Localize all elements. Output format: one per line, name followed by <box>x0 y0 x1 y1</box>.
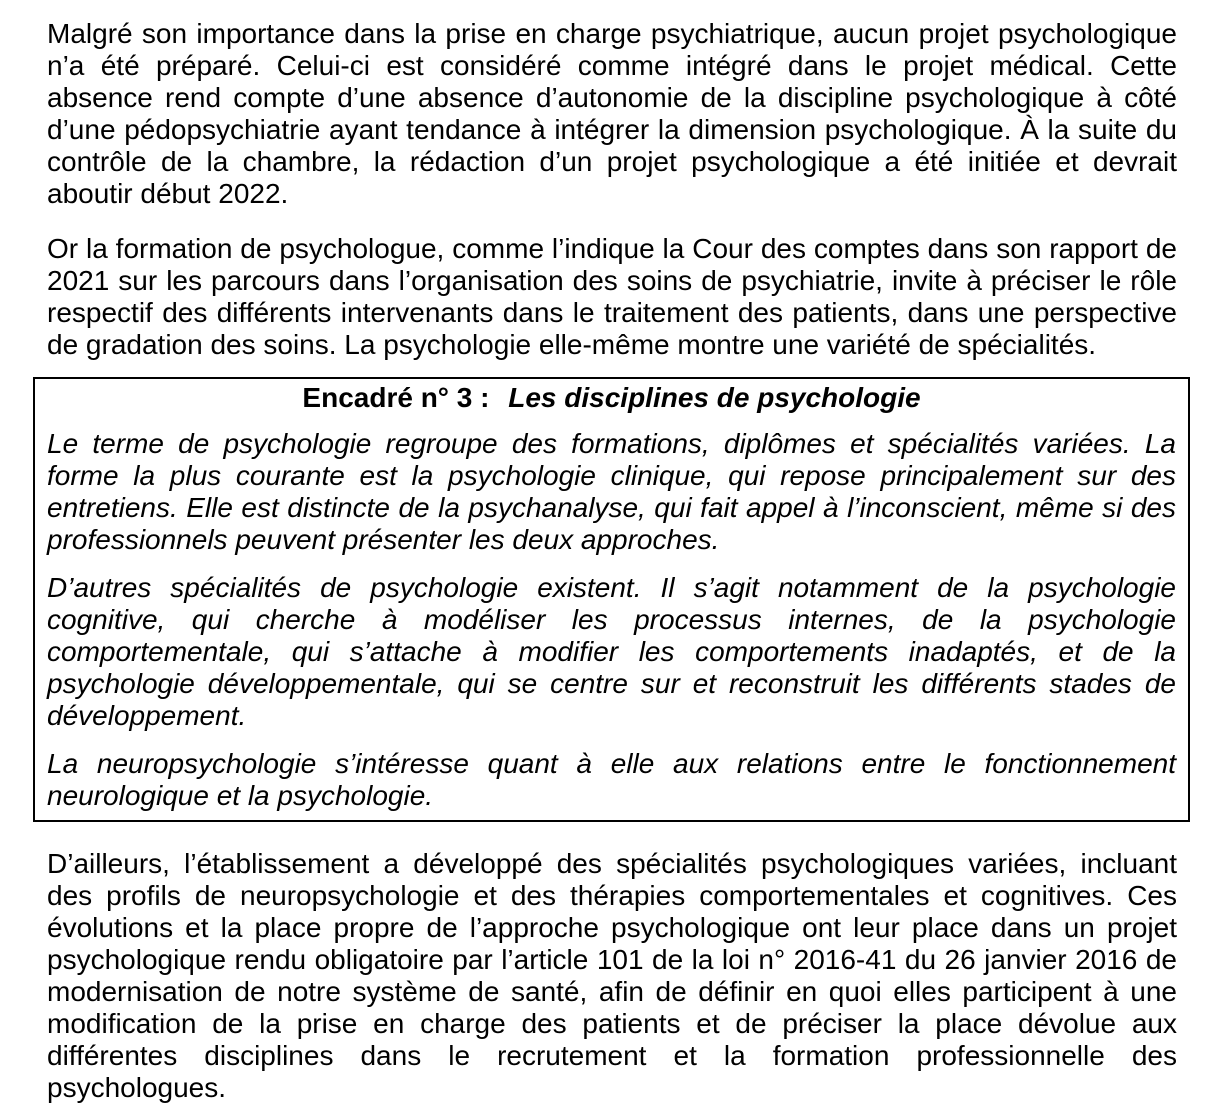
encadre-paragraph-autres-specialites: D’autres spécialités de psychologie existent. Il s’agit notamment de la psychologie cognitive, qui cherche à modéliser les processus internes, de la psychologie comportementale, qui s’attache à modifier les comportements inadaptés, et de la psychologie développementale, qui se centre sur et reconstruit les différents stades de développement. <box>47 572 1176 731</box>
paragraph-projet-psychologique: Malgré son importance dans la prise en charge psychiatrique, aucun projet psychologique n’a été préparé. Celui-ci est considéré comme intégré dans le projet médical. Cette absence rend compte d’une absence d’autonomie de la discipline psychologique à côté d’une pédopsychiatrie ayant tendance à intégrer la dimension psychologique. À la suite du contrôle de la chambre, la rédaction d’un projet psychologique a été initiée et devrait aboutir début 2022. <box>47 18 1177 209</box>
paragraph-etablissement-specialites: D’ailleurs, l’établissement a développé des spécialités psychologiques variées, incluant des profils de neuropsychologie et des thérapies comportementales et cognitives. Ces évolutions et la place propre de l’approche psychologique ont leur place dans un projet psychologique rendu obligatoire par l’article 101 de la loi n° 2016-41 du 26 janvier 2016 de modernisation de notre système de santé, afin de définir en quoi elles participent à une modification de la prise en charge des patients et de préciser la place dévolue aux différentes disciplines dans le recrutement et la formation professionnelle des psychologues. <box>47 848 1177 1103</box>
paragraph-formation-psychologue: Or la formation de psychologue, comme l’indique la Cour des comptes dans son rapport de 2021 sur les parcours dans l’organisation des soins de psychiatrie, invite à préciser le rôle respectif des différents intervenants dans le traitement des patients, dans une perspective de gradation des soins. La psychologie elle-même montre une variété de spécialités. <box>47 233 1177 360</box>
encadre-title <box>47 382 1176 414</box>
encadre-title-label: Encadré n° 3 : <box>302 382 490 413</box>
encadre-title-text: Les disciplines de psychologie <box>508 382 921 413</box>
encadre-box <box>33 377 1190 822</box>
encadre-paragraph-neuropsychologie: La neuropsychologie s’intéresse quant à elle aux relations entre le fonctionnement neurologique et la psychologie. <box>47 748 1176 811</box>
encadre-paragraph-terme-psychologie: Le terme de psychologie regroupe des formations, diplômes et spécialités variées. La forme la plus courante est la psychologie clinique, qui repose principalement sur des entretiens. Elle est distincte de la psychanalyse, qui fait appel à l’inconscient, même si des professionnels peuvent présenter les deux approches. <box>47 428 1176 555</box>
